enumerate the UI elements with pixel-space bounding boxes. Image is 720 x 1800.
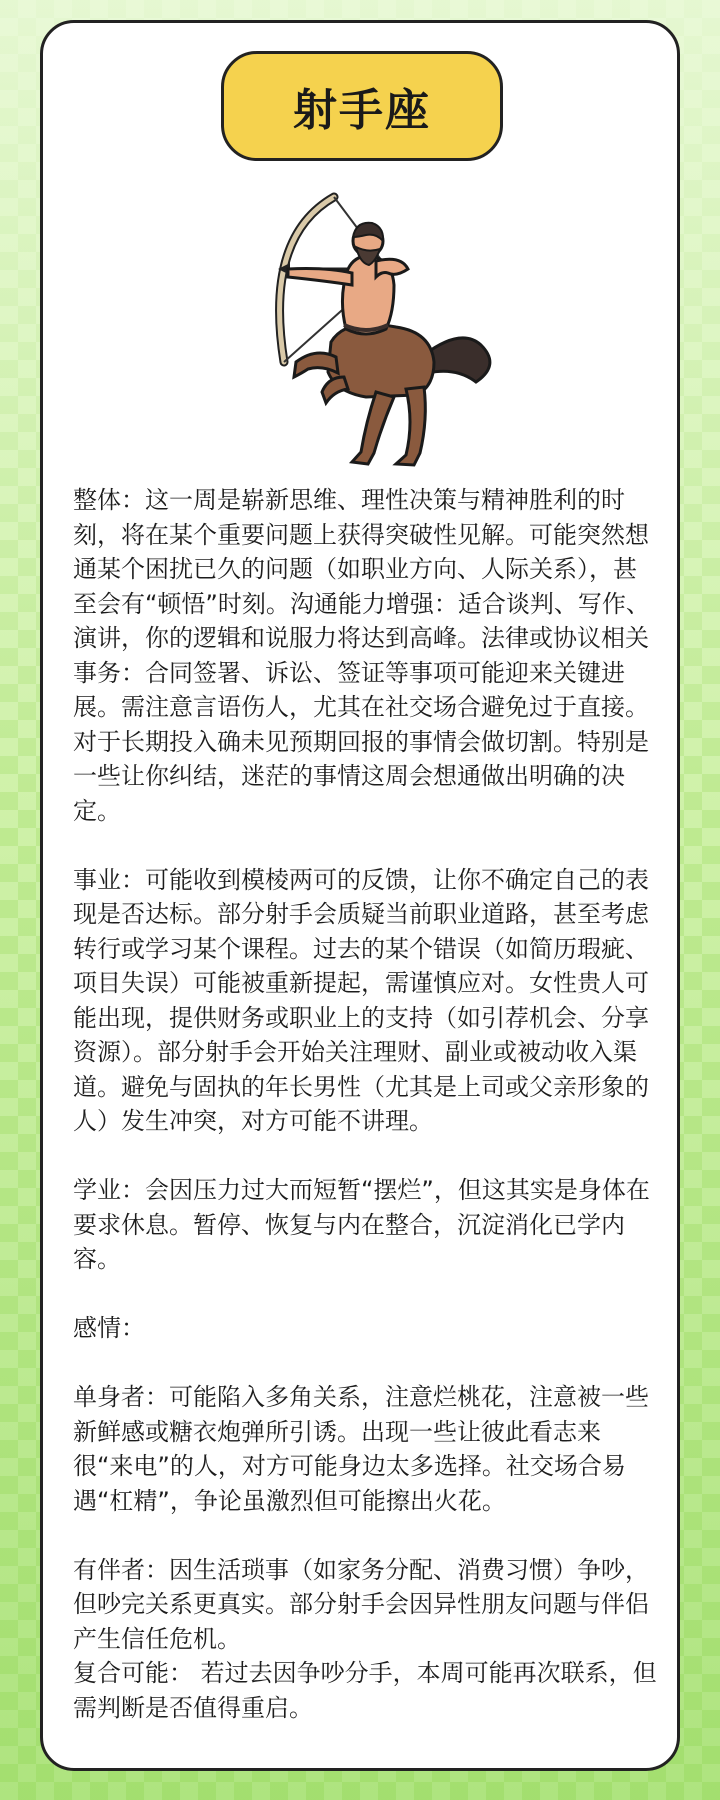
horoscope-card [40, 20, 680, 1771]
title-badge [221, 51, 503, 161]
overall-section: 整体：这一周是崭新思维、理性决策与精神胜利的时刻，将在某个重要问题上获得突破性见解。可能突然想通某个困扰已久的问题（如职业方向、人际关系），甚至会有“顿悟”时刻。沟通能力增强：适合谈判、写作、演讲，你的逻辑和说服力将达到高峰。法律或协议相关事务：合同签署、诉讼、签证等事项可能迎来关键进展。需注意言语伤人，尤其在社交场合避免过于直接。对于长期投入确未见预期回报的事情会做切割。特别是一些让你纠结，迷茫的事情这周会想通做出明确的决定。 [73, 486, 650, 825]
page-title: 射手座 [293, 85, 431, 136]
love-partnered: 有伴者：因生活琐事（如家务分配、消费习惯）争吵，但吵完关系更真实。部分射手会因异性朋友问题与伴侣产生信任危机。 [73, 1555, 649, 1653]
horoscope-content [73, 483, 657, 1725]
love-heading: 感情： [73, 1314, 145, 1342]
sagittarius-centaur-archer-icon [256, 177, 506, 477]
career-section: 事业：可能收到模棱两可的反馈，让你不确定自己的表现是否达标。部分射手会质疑当前职业道路，甚至考虑转行或学习某个课程。过去的某个错误（如简历瑕疵、项目失误）可能被重新提起，需谨慎应对。女性贵人可能出现，提供财务或职业上的支持（如引荐机会、分享资源）。部分射手会开始关注理财、副业或被动收入渠道。避免与固执的年长男性（尤其是上司或父亲形象的人）发生冲突，对方可能不讲理。 [73, 865, 649, 1135]
study-section: 学业：会因压力过大而短暂“摆烂”，但这其实是身体在要求休息。暂停、恢复与内在整合，沉淀消化已学内容。 [73, 1176, 650, 1273]
love-single: 单身者：可能陷入多角关系，注意烂桃花，注意被一些新鲜感或糖衣炮弹所引诱。出现一些让彼此看志来很“来电”的人，对方可能身边太多选择。社交场合易遇“杠精”，争论虽激烈但可能擦出火花。 [73, 1383, 649, 1515]
love-reunion: 复合可能： 若过去因争吵分手，本周可能再次联系，但需判断是否值得重启。 [73, 1659, 657, 1722]
